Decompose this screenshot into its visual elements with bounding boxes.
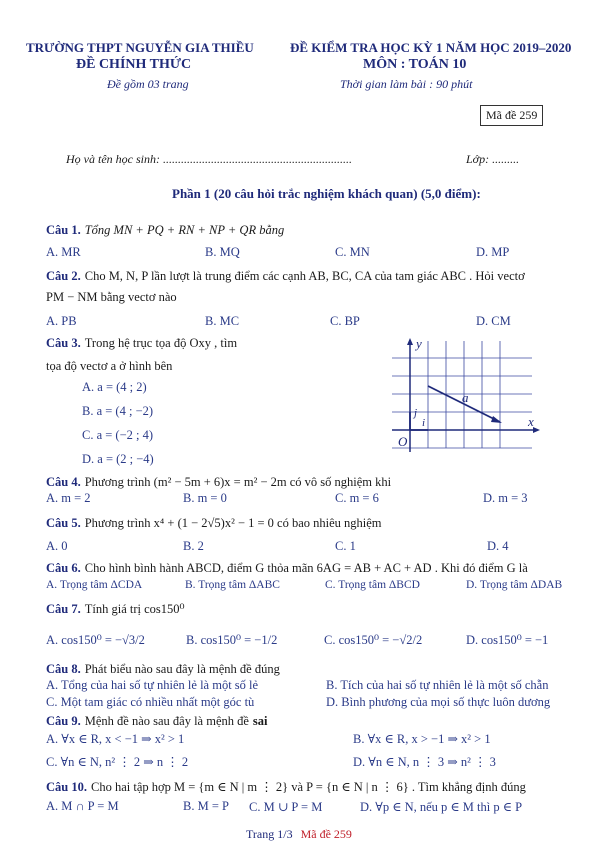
q7-option-b[interactable]: B. cos150⁰ = −1/2 <box>186 633 278 647</box>
q1-stem: Tổng MN + PQ + RN + NP + QR bằng <box>84 223 285 237</box>
q2-stem-2: PM − NM bằng vectơ nào <box>46 290 177 304</box>
q2-label: Câu 2. <box>46 269 81 283</box>
official-label: ĐỀ CHÍNH THỨC <box>76 57 192 72</box>
q10-option-b[interactable]: B. M = P <box>183 799 229 813</box>
q3-label: Câu 3. <box>46 336 81 350</box>
exam-title: ĐỀ KIỂM TRA HỌC KỲ 1 NĂM HỌC 2019–2020 <box>290 40 572 55</box>
q2-option-d[interactable]: D. CM <box>476 314 511 328</box>
x-axis-arrow <box>533 427 540 433</box>
q9-option-d[interactable]: D. ∀n ∈ N, n ⋮ 3 ⇒ n² ⋮ 3 <box>353 755 496 769</box>
class-line: Lớp: ......... <box>466 152 520 166</box>
q6-stem: Cho hình bình hành ABCD, điểm G thỏa mãn 6AG = AB + AC + AD . Khi đó điểm G là <box>84 561 528 575</box>
x-axis-label: x <box>528 414 534 429</box>
q3-option-c[interactable]: C. a = (−2 ; 4) <box>82 428 154 442</box>
vector-j-label: j <box>414 407 418 419</box>
q8-option-b[interactable]: B. Tích của hai số tự nhiên lẻ là một số chẵn <box>326 678 549 692</box>
q8-stem: Phát biểu nào sau đây là mệnh đề đúng <box>84 662 280 676</box>
q3-coordinate-figure <box>392 336 542 458</box>
q3-option-a[interactable]: A. a = (4 ; 2) <box>82 380 147 394</box>
q4-label: Câu 4. <box>46 475 81 489</box>
page-number: Trang 1/3 <box>246 827 293 841</box>
q5-option-b[interactable]: B. 2 <box>183 539 204 553</box>
q6-label: Câu 6. <box>46 561 81 575</box>
q8-label: Câu 8. <box>46 662 81 676</box>
q2-option-b[interactable]: B. MC <box>205 314 240 328</box>
q8-option-d[interactable]: D. Bình phương của mọi số thực luôn dương <box>326 695 551 709</box>
question-1 <box>46 221 284 239</box>
q2-stem: Cho M, N, P lần lượt là trung điểm các cạnh AB, BC, CA của tam giác ABC . Hỏi vectơ <box>84 269 525 283</box>
question-6 <box>46 559 528 577</box>
q4-option-c[interactable]: C. m = 6 <box>335 491 379 505</box>
y-axis-arrow <box>407 338 413 345</box>
q6-option-c[interactable]: C. Trọng tâm ΔBCD <box>325 579 420 591</box>
q3-stem-2: tọa độ vectơ a ở hình bên <box>46 359 173 373</box>
school-name: TRƯỜNG THPT NGUYỄN GIA THIỀU <box>26 40 254 55</box>
footer-exam-code: Mã đề 259 <box>300 827 352 841</box>
q8-option-a[interactable]: A. Tổng của hai số tự nhiên lẻ là một số lẻ <box>46 678 259 692</box>
question-3 <box>46 334 237 352</box>
q4-option-a[interactable]: A. m = 2 <box>46 491 91 505</box>
q1-label: Câu 1. <box>46 223 81 237</box>
q2-option-a[interactable]: A. PB <box>46 314 77 328</box>
q5-stem: Phương trình x⁴ + (1 − 2√5)x² − 1 = 0 có bao nhiêu nghiệm <box>84 516 382 530</box>
part1-title: Phần 1 (20 câu hỏi trắc nghiệm khách quan) (5,0 điểm): <box>172 186 481 201</box>
q10-option-a[interactable]: A. M ∩ P = M <box>46 799 119 813</box>
q6-option-b[interactable]: B. Trọng tâm ΔABC <box>185 579 280 591</box>
q2-option-c[interactable]: C. BP <box>330 314 360 328</box>
question-9 <box>46 712 268 730</box>
pages-note: Đề gồm 03 trang <box>107 77 189 91</box>
q4-option-b[interactable]: B. m = 0 <box>183 491 227 505</box>
q10-option-d[interactable]: D. ∀p ∈ N, nếu p ∈ M thì p ∈ P <box>360 800 523 814</box>
q1-option-a[interactable]: A. MR <box>46 245 81 259</box>
q7-stem: Tính giá trị cos150⁰ <box>84 602 185 616</box>
q1-option-b[interactable]: B. MQ <box>205 245 240 259</box>
y-axis-label: y <box>416 336 422 351</box>
question-8 <box>46 660 280 678</box>
q6-option-a[interactable]: A. Trọng tâm ΔCDA <box>46 579 143 591</box>
question-2 <box>46 267 525 285</box>
q4-stem: Phương trình (m² − 5m + 6)x = m² − 2m có vô số nghiệm khi <box>84 475 392 489</box>
q5-option-d[interactable]: D. 4 <box>487 539 509 553</box>
question-5 <box>46 514 382 532</box>
q3-option-d[interactable]: D. a = (2 ; −4) <box>82 452 154 466</box>
q1-option-c[interactable]: C. MN <box>335 245 370 259</box>
q9-option-b[interactable]: B. ∀x ∈ R, x > −1 ⇒ x² > 1 <box>353 732 491 746</box>
q10-stem: Cho hai tập hợp M = {m ∈ N | m ⋮ 2} và P = {n ∈ N | n ⋮ 6} . Tìm khẳng định đúng <box>90 780 526 794</box>
q3-stem: Trong hệ trục tọa độ Oxy , tìm <box>84 336 238 350</box>
vector-i-label: i <box>422 417 426 429</box>
q5-option-a[interactable]: A. 0 <box>46 539 68 553</box>
q5-label: Câu 5. <box>46 516 81 530</box>
q8-option-c[interactable]: C. Một tam giác có nhiều nhất một góc tù <box>46 695 255 709</box>
q9-stem-emphasis: sai <box>252 714 268 728</box>
q7-option-a[interactable]: A. cos150⁰ = −√3/2 <box>46 633 145 647</box>
q5-option-c[interactable]: C. 1 <box>335 539 356 553</box>
q4-option-d[interactable]: D. m = 3 <box>483 491 528 505</box>
subject-label: MÔN : TOÁN 10 <box>363 57 467 72</box>
q7-label: Câu 7. <box>46 602 81 616</box>
q10-label: Câu 10. <box>46 780 87 794</box>
q9-stem: Mệnh đề nào sau đây là mệnh đề <box>84 714 249 728</box>
vector-a-label: a <box>462 390 469 405</box>
q7-option-c[interactable]: C. cos150⁰ = −√2/2 <box>324 633 423 647</box>
question-7 <box>46 600 185 618</box>
question-4 <box>46 473 391 491</box>
origin-label: O <box>398 434 408 449</box>
q9-label: Câu 9. <box>46 714 81 728</box>
q10-option-c[interactable]: C. M ∪ P = M <box>249 800 323 814</box>
student-name-line: Họ và tên học sinh: ............................................................... <box>66 152 352 166</box>
q3-option-b[interactable]: B. a = (4 ; −2) <box>82 404 154 418</box>
q9-option-a[interactable]: A. ∀x ∈ R, x < −1 ⇒ x² > 1 <box>46 732 185 746</box>
time-label: Thời gian làm bài : 90 phút <box>340 77 473 91</box>
q1-option-d[interactable]: D. MP <box>476 245 510 259</box>
exam-code-box: Mã đề 259 <box>480 105 543 126</box>
page-footer <box>246 827 352 842</box>
question-10 <box>46 778 526 796</box>
q9-option-c[interactable]: C. ∀n ∈ N, n² ⋮ 2 ⇒ n ⋮ 2 <box>46 755 189 769</box>
q6-option-d[interactable]: D. Trọng tâm ΔDAB <box>466 579 563 591</box>
q7-option-d[interactable]: D. cos150⁰ = −1 <box>466 633 549 647</box>
